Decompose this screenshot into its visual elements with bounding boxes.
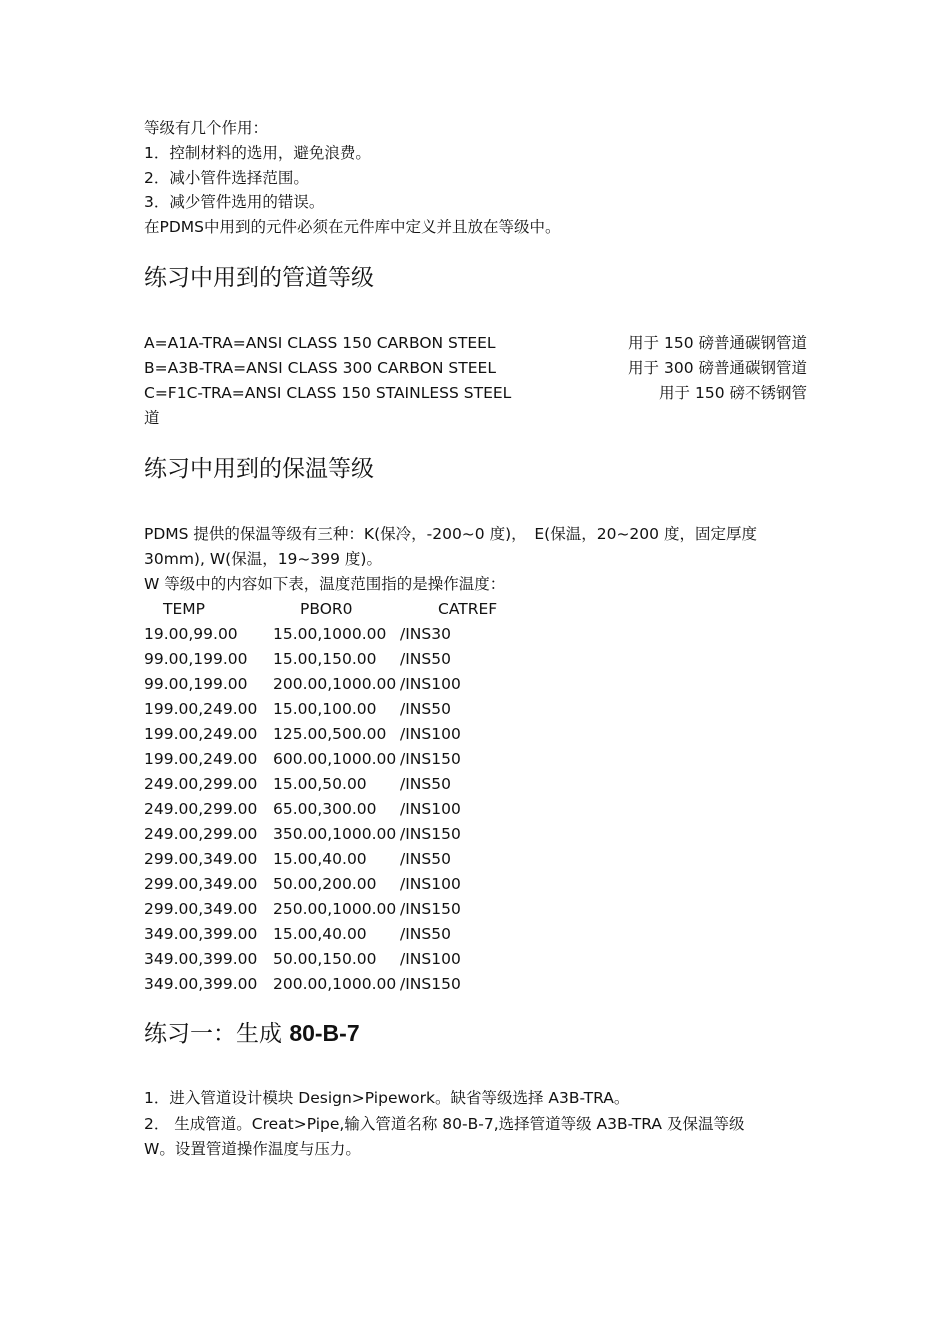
insulation-table-intro: W 等级中的内容如下表，温度范围指的是操作温度： (144, 575, 506, 593)
cell-pbor0: 15.00,150.00 (273, 650, 377, 668)
pipe-spec-desc-c-wrap: 道 (144, 409, 160, 427)
cell-temp: 349.00,399.00 (144, 975, 258, 993)
header-pbor0: PBOR0 (300, 600, 353, 618)
header-catref: CATREF (438, 600, 498, 618)
exercise-step-1: 1．进入管道设计模块 Design>Pipework。缺省等级选择 A3B-TRA。 (144, 1089, 630, 1107)
insulation-para-line-2: 30mm), W(保温，19~399 度)。 (144, 550, 382, 568)
cell-pbor0: 15.00,50.00 (273, 775, 367, 793)
exercise-heading (144, 1018, 360, 1049)
cell-pbor0: 250.00,1000.00 (273, 900, 397, 918)
cell-pbor0: 125.00,500.00 (273, 725, 387, 743)
cell-pbor0: 15.00,100.00 (273, 700, 377, 718)
cell-catref: /INS50 (400, 925, 451, 943)
exercise-step-2-line-2: W。设置管道操作温度与压力。 (144, 1140, 361, 1158)
cell-catref: /INS150 (400, 825, 461, 843)
cell-catref: /INS50 (400, 775, 451, 793)
cell-temp: 249.00,299.00 (144, 800, 258, 818)
insulation-para-line-1: PDMS 提供的保温等级有三种：K(保冷，-200~0 度)， E(保温，20~200 度，固定厚度 (144, 525, 757, 543)
cell-catref: /INS150 (400, 900, 461, 918)
cell-catref: /INS50 (400, 700, 451, 718)
pipe-spec-code-a: A=A1A-TRA=ANSI CLASS 150 CARBON STEEL (144, 334, 496, 352)
cell-catref: /INS150 (400, 750, 461, 768)
cell-pbor0: 200.00,1000.00 (273, 675, 397, 693)
intro-title: 等级有几个作用： (144, 119, 269, 137)
cell-pbor0: 600.00,1000.00 (273, 750, 397, 768)
pipe-spec-desc-a: 用于 150 磅普通碳钢管道 (628, 334, 807, 352)
pipe-spec-code-c: C=F1C-TRA=ANSI CLASS 150 STAINLESS STEEL (144, 384, 512, 402)
cell-pbor0: 50.00,150.00 (273, 950, 377, 968)
cell-temp: 99.00,199.00 (144, 650, 248, 668)
cell-pbor0: 15.00,40.00 (273, 925, 367, 943)
cell-temp: 349.00,399.00 (144, 925, 258, 943)
cell-pbor0: 350.00,1000.00 (273, 825, 397, 843)
insulation-heading: 练习中用到的保温等级 (144, 456, 374, 482)
cell-temp: 349.00,399.00 (144, 950, 258, 968)
pipe-spec-desc-b: 用于 300 磅普通碳钢管道 (628, 359, 807, 377)
cell-pbor0: 15.00,1000.00 (273, 625, 387, 643)
cell-temp: 249.00,299.00 (144, 825, 258, 843)
cell-temp: 19.00,99.00 (144, 625, 238, 643)
cell-temp: 99.00,199.00 (144, 675, 248, 693)
cell-temp: 249.00,299.00 (144, 775, 258, 793)
intro-note: 在PDMS中用到的元件必须在元件库中定义并且放在等级中。 (144, 218, 561, 236)
intro-item-3: 3．减少管件选用的错误。 (144, 193, 325, 211)
pipe-spec-heading: 练习中用到的管道等级 (144, 265, 374, 291)
cell-temp: 299.00,349.00 (144, 900, 258, 918)
header-temp: TEMP (163, 600, 205, 618)
pipe-spec-desc-c: 用于 150 磅不锈钢管 (659, 384, 807, 402)
exercise-heading-prefix: 练习一：生成 (144, 1021, 290, 1047)
pipe-spec-code-b: B=A3B-TRA=ANSI CLASS 300 CARBON STEEL (144, 359, 496, 377)
cell-catref: /INS100 (400, 725, 461, 743)
cell-catref: /INS100 (400, 675, 461, 693)
cell-pbor0: 15.00,40.00 (273, 850, 367, 868)
cell-catref: /INS30 (400, 625, 451, 643)
cell-catref: /INS100 (400, 875, 461, 893)
cell-pbor0: 65.00,300.00 (273, 800, 377, 818)
cell-catref: /INS50 (400, 850, 451, 868)
cell-temp: 199.00,249.00 (144, 700, 258, 718)
cell-temp: 299.00,349.00 (144, 875, 258, 893)
cell-temp: 299.00,349.00 (144, 850, 258, 868)
cell-catref: /INS100 (400, 800, 461, 818)
cell-temp: 199.00,249.00 (144, 725, 258, 743)
cell-catref: /INS50 (400, 650, 451, 668)
cell-pbor0: 200.00,1000.00 (273, 975, 397, 993)
cell-catref: /INS150 (400, 975, 461, 993)
intro-item-2: 2．减小管件选择范围。 (144, 169, 309, 187)
cell-pbor0: 50.00,200.00 (273, 875, 377, 893)
intro-item-1: 1．控制材料的选用，避免浪费。 (144, 144, 371, 162)
cell-catref: /INS100 (400, 950, 461, 968)
exercise-heading-code: 80-B-7 (289, 1020, 360, 1046)
exercise-step-2-line-1: 2． 生成管道。Creat>Pipe,输入管道名称 80-B-7,选择管道等级 A3B-TRA 及保温等级 (144, 1115, 745, 1133)
cell-temp: 199.00,249.00 (144, 750, 258, 768)
